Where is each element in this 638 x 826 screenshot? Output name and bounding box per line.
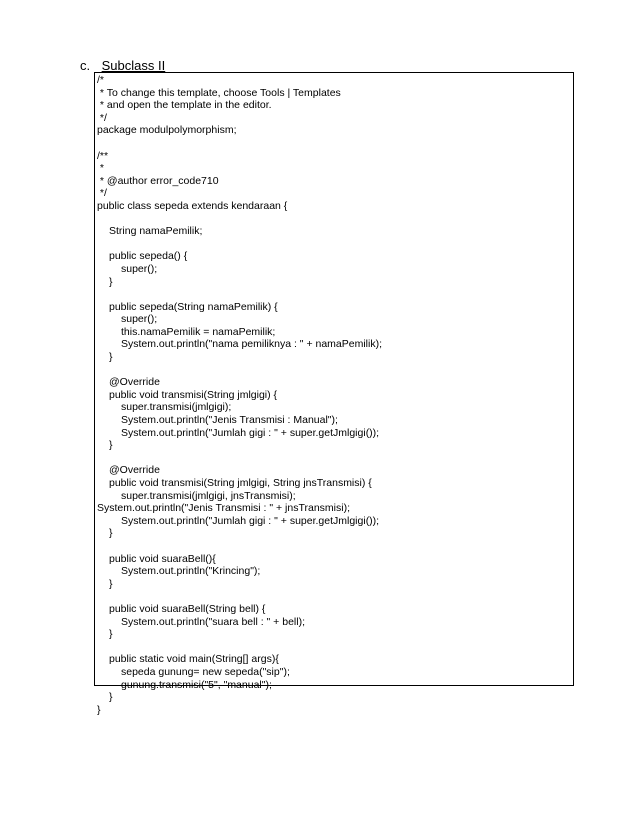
- code-line: super.transmisi(jmlgigi);: [121, 401, 232, 414]
- code-line: public void transmisi(String jmlgigi, String jnsTransmisi) {: [109, 477, 372, 489]
- code-line: sepeda gunung= new sepeda("sip");: [121, 665, 290, 678]
- code-line: [95, 137, 573, 150]
- code-line: public void suaraBell(){: [109, 552, 216, 565]
- code-line: */: [97, 111, 107, 124]
- section-title: Subclass II: [101, 58, 166, 73]
- code-line: }: [109, 628, 113, 641]
- code-line: }: [109, 577, 113, 590]
- code-line: /**: [97, 149, 109, 162]
- code-line: @Override: [109, 376, 160, 389]
- code-line: [95, 641, 573, 654]
- code-line: }: [97, 703, 101, 716]
- code-line: /*: [97, 74, 105, 86]
- code-line: package modulpolymorphism;: [97, 124, 237, 137]
- code-line: public sepeda() {: [109, 250, 188, 263]
- code-line: gunung.transmisi("5", "manual");: [121, 678, 272, 691]
- code-line: System.out.println("Jenis Transmisi : Manual");: [121, 414, 338, 427]
- code-line: }: [109, 439, 113, 452]
- code-line: this.namaPemilik = namaPemilik;: [121, 325, 276, 338]
- code-line: super.transmisi(jmlgigi, jnsTransmisi);: [121, 489, 296, 502]
- code-line: public void transmisi(String jmlgigi) {: [109, 388, 278, 401]
- code-line: [95, 238, 573, 251]
- code-line: String namaPemilik;: [109, 225, 203, 238]
- code-line: super();: [121, 262, 158, 275]
- code-line: System.out.println("nama pemiliknya : " + namaPemilik);: [121, 338, 383, 351]
- code-line: }: [109, 527, 113, 540]
- code-line: super();: [121, 313, 158, 326]
- code-line: [95, 213, 573, 226]
- code-line: }: [109, 351, 113, 364]
- code-line: public static void main(String[] args){: [109, 653, 279, 666]
- code-line: [95, 540, 573, 553]
- code-line: [95, 364, 573, 377]
- section-label: c.: [80, 58, 91, 73]
- code-line: * and open the template in the editor.: [97, 99, 272, 112]
- code-line: System.out.println("Jumlah gigi : " + super.getJmlgigi());: [121, 426, 380, 439]
- code-line: System.out.println("suara bell : " + bell);: [121, 615, 305, 628]
- code-line: [95, 452, 573, 465]
- code-line: */: [97, 187, 107, 200]
- code-line: System.out.println("Jenis Transmisi : " + jnsTransmisi);: [97, 502, 351, 515]
- code-line: *: [97, 162, 105, 175]
- code-line: }: [109, 691, 113, 704]
- code-line: public class sepeda extends kendaraan {: [97, 199, 288, 212]
- code-line: System.out.println("Jumlah gigi : " + super.getJmlgigi());: [121, 514, 380, 527]
- code-line: * To change this template, choose Tools | Templates: [97, 86, 341, 99]
- code-line: @Override: [109, 464, 160, 477]
- code-line: [95, 288, 573, 301]
- code-line: System.out.println("Krincing");: [121, 565, 261, 578]
- code-line: * @author error_code710: [97, 174, 219, 187]
- code-listing-box: [94, 72, 574, 716]
- code-line: [95, 590, 573, 603]
- code-line: public void suaraBell(String bell) {: [109, 602, 266, 615]
- code-line: public sepeda(String namaPemilik) {: [109, 300, 278, 313]
- code-line: }: [109, 275, 113, 288]
